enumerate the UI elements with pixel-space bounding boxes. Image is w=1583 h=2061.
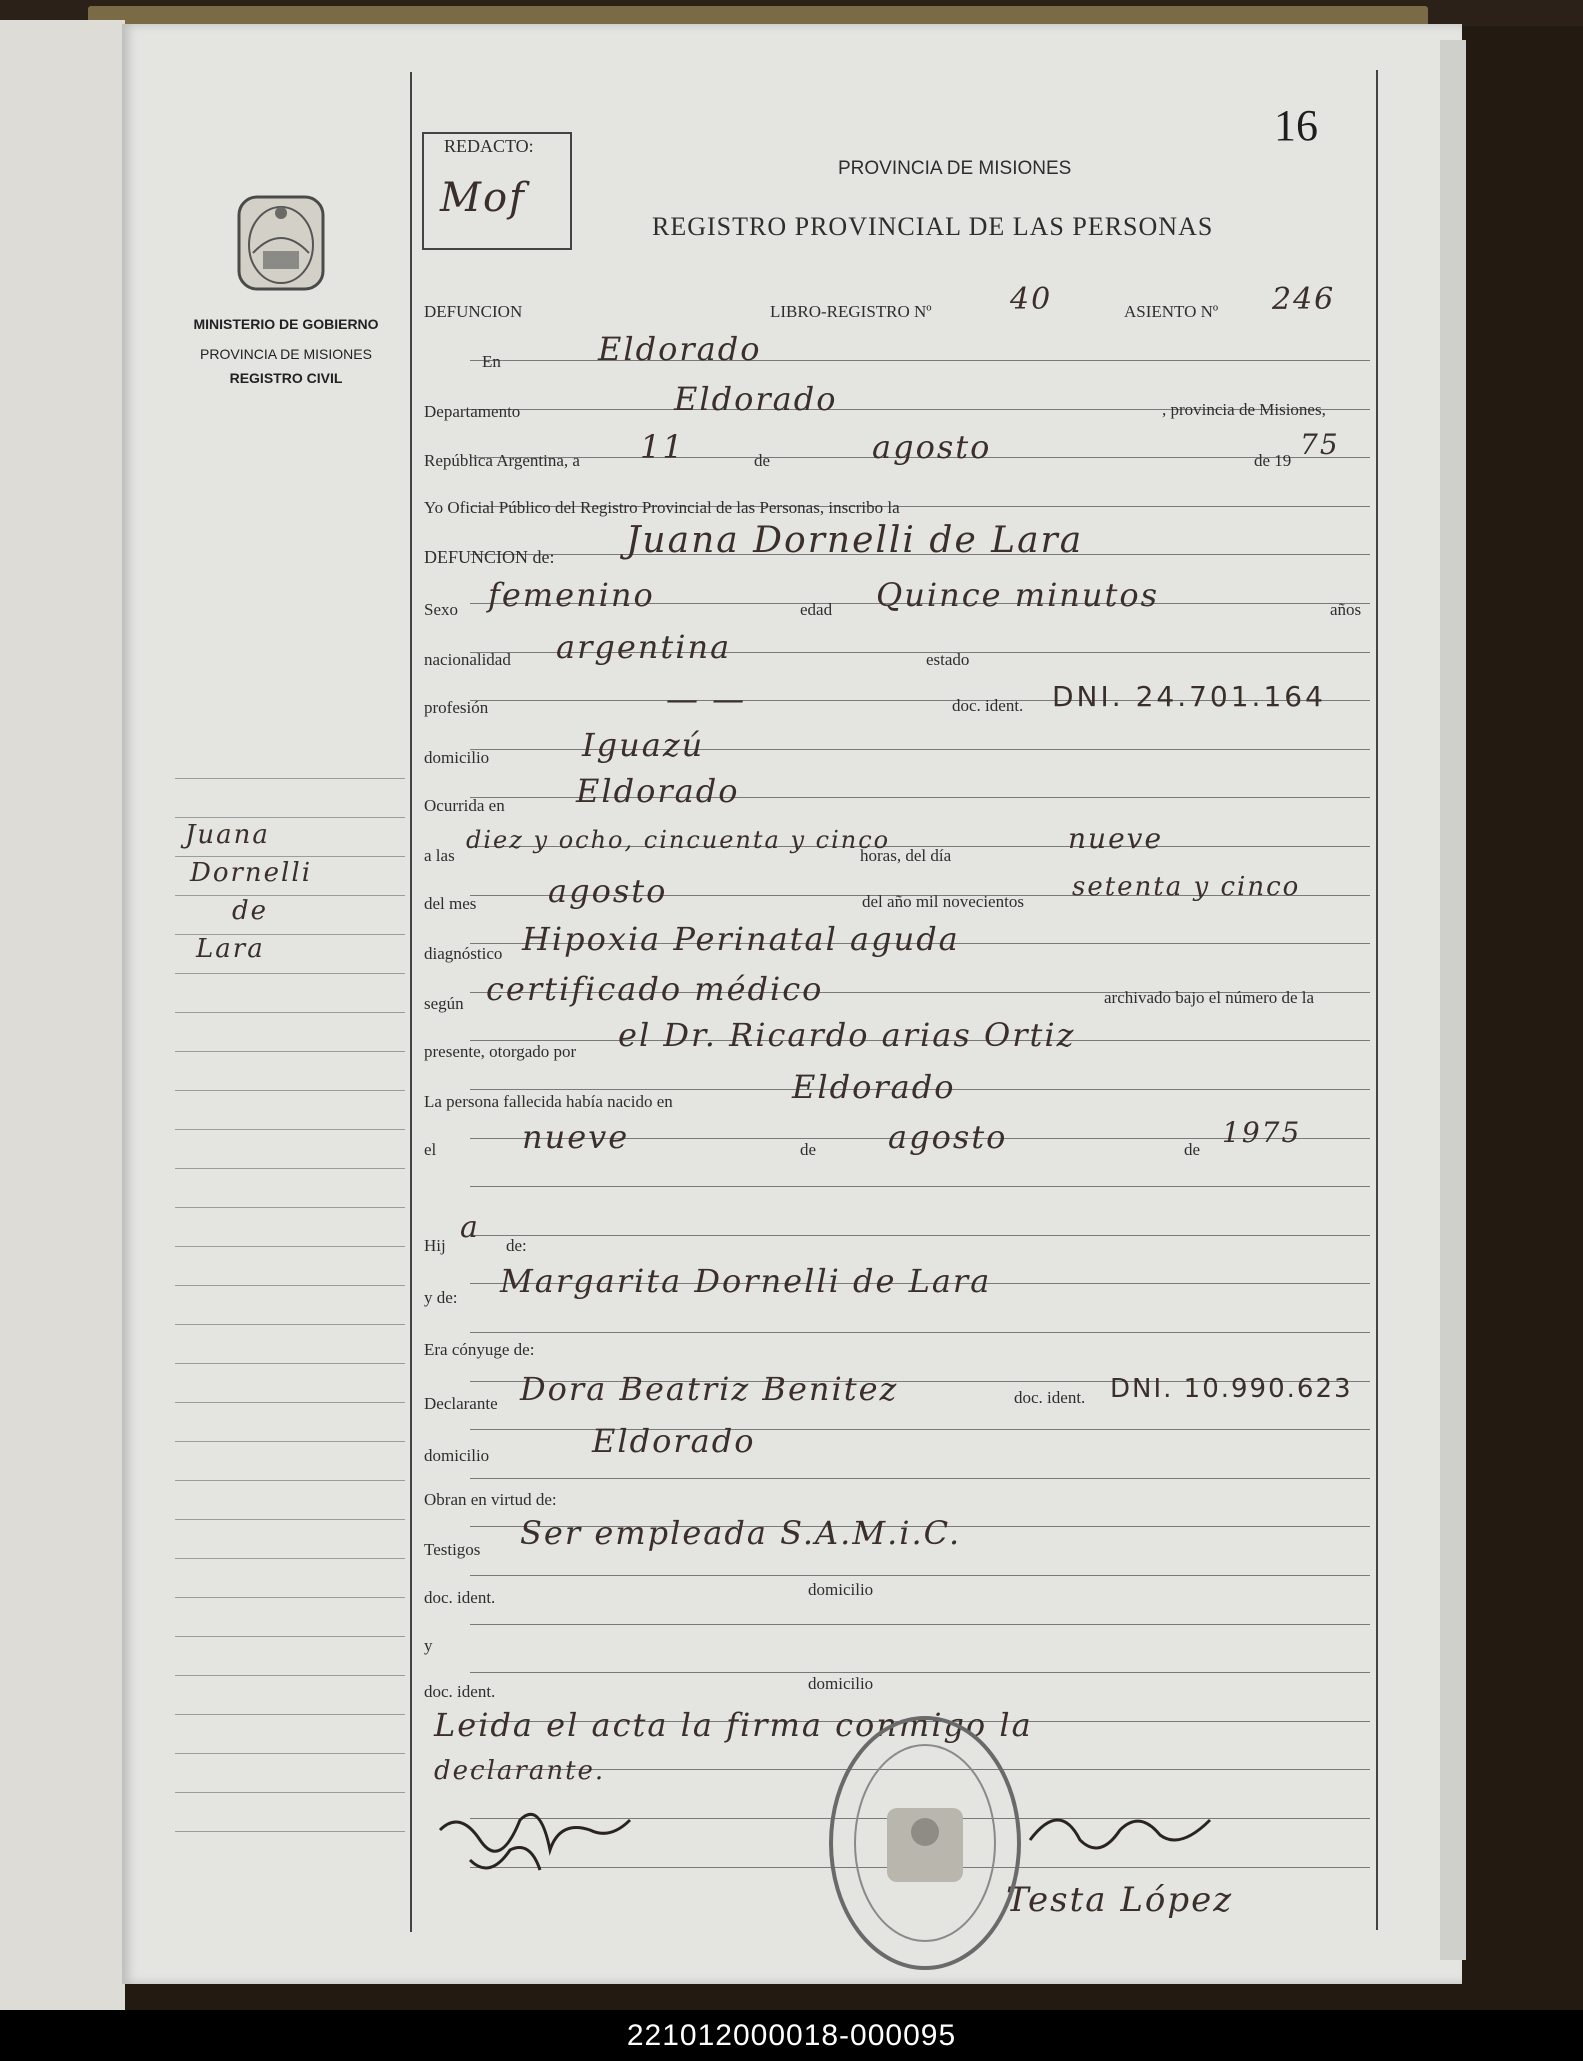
ruled-line [175, 1051, 405, 1052]
sexo-value: femenino [488, 576, 655, 614]
page-number: 16 [1274, 101, 1318, 150]
ruled-line [175, 1129, 405, 1130]
ministry-line-2: PROVINCIA DE MISIONES [200, 346, 372, 362]
y-label: y [424, 1636, 433, 1655]
nac-de2-label: de [1184, 1140, 1201, 1159]
ruled-line [470, 1575, 1370, 1576]
ruled-line [175, 1714, 405, 1715]
diagnostico-value: Hipoxia Perinatal aguda [522, 920, 960, 958]
ruled-line [175, 1285, 405, 1286]
testigos-label: Testigos [424, 1540, 481, 1559]
deceased-name: Juana Dornelli de Lara [626, 520, 1084, 561]
conyuge-label: Era cónyuge de: [424, 1340, 535, 1359]
margin-note-line-2: Dornelli [190, 858, 313, 888]
decl-doc-value: DNI. 10.990.623 [1110, 1374, 1353, 1404]
nacido-label: La persona fallecida había nacido en [424, 1092, 673, 1111]
presente-label: presente, otorgado por [424, 1042, 577, 1061]
ruled-line [175, 778, 405, 779]
ruled-line [175, 973, 405, 974]
sexo-label: Sexo [424, 600, 458, 619]
domicilio-label: domicilio [424, 748, 490, 767]
ruled-line [175, 1207, 405, 1208]
ruled-line [175, 1168, 405, 1169]
del-ano-label: del año mil novecientos [862, 892, 1024, 911]
libro-label: LIBRO-REGISTRO Nº [770, 302, 932, 321]
mes-value: agosto [548, 872, 668, 910]
libro-value: 40 [1010, 282, 1053, 317]
day-value: 11 [640, 428, 685, 466]
departamento-value: Eldorado [674, 380, 838, 418]
obran-label: Obran en virtud de: [424, 1490, 557, 1509]
defuncion-de-label: DEFUNCION de: [424, 547, 555, 567]
nacionalidad-value: argentina [556, 628, 732, 666]
archive-reference-id: 221012000018-000095 [0, 2010, 1583, 2061]
ruled-line [175, 1363, 405, 1364]
doc-ident-value: DNI. 24.701.164 [1052, 680, 1326, 713]
declarante-value: Dora Beatriz Benitez [520, 1370, 899, 1408]
ruled-line [175, 1753, 405, 1754]
de-label: de [754, 451, 771, 470]
decl-doc-label: doc. ident. [1014, 1388, 1086, 1407]
archivado-label: archivado bajo el número de la [1104, 988, 1315, 1007]
ruled-line [175, 1675, 405, 1676]
el-label: el [424, 1140, 437, 1159]
ruled-line [470, 1186, 1370, 1187]
ruled-line [470, 1672, 1370, 1673]
form-right-border [1376, 70, 1378, 1930]
declarante-signature [430, 1790, 650, 1890]
ruled-line [470, 1624, 1370, 1625]
asiento-label: ASIENTO Nº [1124, 302, 1219, 321]
ruled-line [175, 1519, 405, 1520]
provincial-seal-emblem [233, 193, 329, 293]
ruled-line [175, 1792, 405, 1793]
segun-value: certificado médico [486, 970, 824, 1008]
republica-label: República Argentina, a [424, 451, 580, 470]
ministry-line-3: REGISTRO CIVIL [229, 370, 343, 386]
ocurrida-value: Eldorado [576, 772, 740, 810]
ruled-line [175, 1597, 405, 1598]
en-value: Eldorado [598, 330, 762, 368]
testigos-value: Ser empleada S.A.M.i.C. [520, 1514, 962, 1552]
registry-title: REGISTRO PROVINCIAL DE LAS PERSONAS [652, 212, 1214, 241]
ano-value: setenta y cinco [1072, 872, 1301, 902]
doc1-label: doc. ident. [424, 1588, 496, 1607]
profesion-label: profesión [424, 698, 489, 717]
ministry-line-1: MINISTERIO DE GOBIERNO [193, 316, 379, 332]
official-signature-scrawl [1020, 1790, 1220, 1870]
year-prefix: de 19 [1254, 451, 1292, 470]
asiento-value: 246 [1272, 282, 1336, 317]
closing-line-1: Leida el acta la firma conmigo la [434, 1706, 1033, 1744]
estado-label: estado [926, 650, 970, 669]
registry-official-stamp [825, 1712, 1025, 1974]
nacionalidad-label: nacionalidad [424, 650, 511, 669]
margin-note-line-1: Juana [185, 820, 270, 850]
record-type-label: DEFUNCION [424, 302, 523, 321]
year-value: 75 [1300, 428, 1340, 461]
edad-label: edad [800, 600, 833, 619]
parent-de-label: de: [506, 1236, 527, 1255]
y-de-label: y de: [424, 1288, 458, 1307]
ruled-line [175, 1402, 405, 1403]
yo-oficial-text: Yo Oficial Público del Registro Provincial de las Personas, inscribo la [424, 498, 900, 517]
diagnostico-label: diagnóstico [424, 944, 503, 963]
ruled-line [470, 1235, 1370, 1236]
ruled-line [175, 1246, 405, 1247]
doc2-label: doc. ident. [424, 1682, 496, 1701]
redacto-initials: Mof [440, 175, 526, 221]
closing-line-2: declarante. [434, 1756, 606, 1786]
provincia-label: , provincia de Misiones, [1162, 400, 1326, 419]
ruled-line [470, 1478, 1370, 1479]
dom2-label: domicilio [808, 1674, 874, 1693]
dom1-label: domicilio [808, 1580, 874, 1599]
domicilio-value: Iguazú [582, 726, 705, 764]
ruled-line [470, 1332, 1370, 1333]
horas-label: horas, del día [860, 846, 952, 865]
profesion-value: — — [666, 680, 747, 718]
hij-label: Hij [424, 1236, 446, 1255]
ruled-line [175, 817, 405, 818]
ruled-line [175, 1480, 405, 1481]
province-heading: PROVINCIA DE MISIONES [838, 158, 1072, 179]
ruled-line [175, 1558, 405, 1559]
edad-value: Quince minutos [876, 576, 1160, 614]
ruled-line [175, 1831, 405, 1832]
margin-note-line-4: Lara [196, 934, 265, 964]
madre-value: Margarita Dornelli de Lara [500, 1262, 992, 1300]
anos-label: años [1330, 600, 1362, 619]
ruled-line [175, 895, 405, 896]
form-left-border [410, 72, 412, 1932]
hij-suffix: a [460, 1210, 480, 1245]
decl-domicilio-value: Eldorado [592, 1422, 756, 1460]
ruled-line [175, 1012, 405, 1013]
ocurrida-label: Ocurrida en [424, 796, 505, 815]
en-label: En [482, 352, 501, 371]
ruled-line [175, 1636, 405, 1637]
doc-ident-label: doc. ident. [952, 696, 1024, 715]
ruled-line [175, 1090, 405, 1091]
official-signature-name: Testa López [1006, 1880, 1234, 1920]
ruled-line [175, 856, 405, 857]
segun-label: según [424, 994, 464, 1013]
a-las-label: a las [424, 846, 455, 865]
ruled-line [175, 1441, 405, 1442]
dia-value: nueve [1068, 822, 1164, 855]
nac-mes-value: agosto [888, 1118, 1008, 1156]
hora-value: diez y ocho, cincuenta y cinco [466, 826, 891, 854]
month-value: agosto [872, 428, 992, 466]
presente-value: el Dr. Ricardo arias Ortiz [618, 1016, 1076, 1054]
ruled-line [175, 1324, 405, 1325]
nac-ano-value: 1975 [1222, 1116, 1302, 1149]
left-facing-page [0, 20, 125, 2010]
declarante-label: Declarante [424, 1394, 498, 1413]
departamento-label: Departamento [424, 402, 521, 421]
decl-domicilio-label: domicilio [424, 1446, 490, 1465]
nac-dia-value: nueve [522, 1118, 630, 1156]
page-stack-edge [1440, 40, 1466, 1960]
margin-note-line-3: de [232, 896, 269, 926]
nacido-value: Eldorado [792, 1068, 956, 1106]
redacto-label: REDACTO: [444, 136, 534, 156]
nac-de-label: de [800, 1140, 817, 1159]
del-mes-label: del mes [424, 894, 477, 913]
